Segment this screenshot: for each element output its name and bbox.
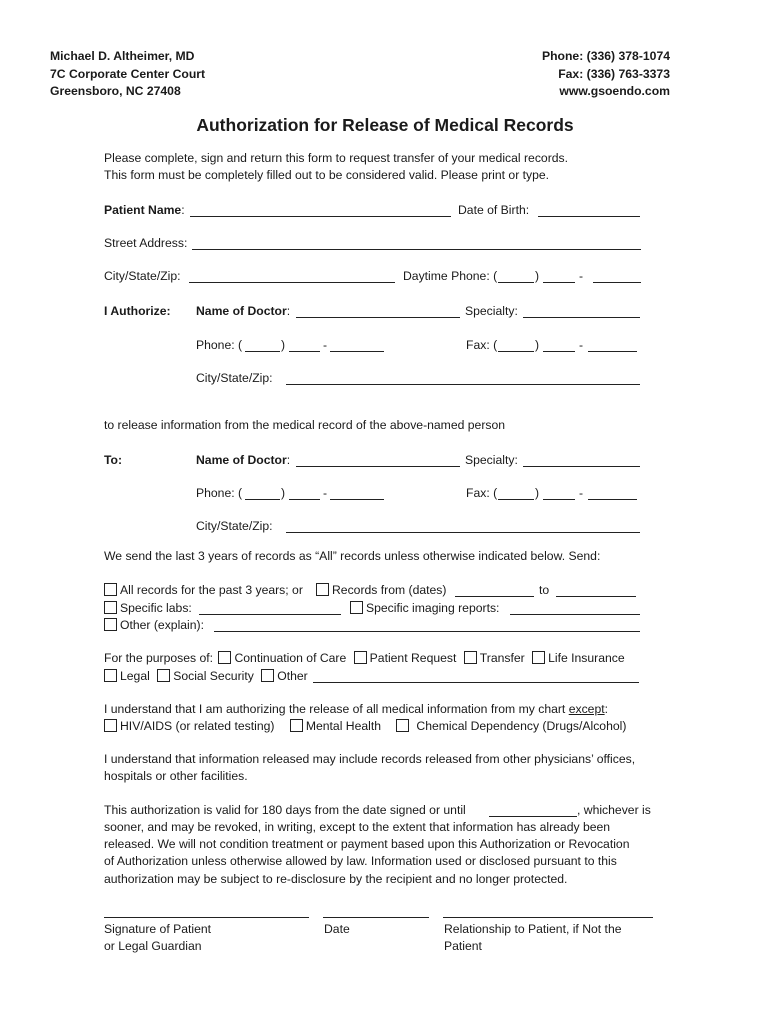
patient-name-label: Patient Name: <box>104 203 185 217</box>
continuation-label: Continuation of Care <box>234 651 347 665</box>
legal-checkbox[interactable] <box>104 669 117 682</box>
records-row-1 <box>104 583 303 597</box>
release-text: to release information from the medical record of the above-named person <box>104 418 506 432</box>
address-line-1: 7C Corporate Center Court <box>50 67 206 81</box>
auth-csz-label: City/State/Zip: <box>196 371 273 385</box>
signature-field[interactable] <box>104 917 309 918</box>
to-phone-area-field[interactable] <box>245 499 280 500</box>
intro-line-2: This form must be completely filled out to be considered valid. Please print or type. <box>104 168 550 182</box>
to-fax-paren: ) <box>535 486 540 500</box>
patient-name-field[interactable] <box>190 216 451 217</box>
validity-line-1-pre: This authorization is valid for 180 days from the date signed or until <box>104 803 466 817</box>
auth-fax-paren: ) <box>535 338 540 352</box>
to-specialty-label: Specialty: <box>465 453 518 467</box>
to-fax-prefix-field[interactable] <box>543 499 575 500</box>
other-physicians-line-2: hospitals or other facilities. <box>104 769 248 783</box>
patient-csz-label: City/State/Zip: <box>104 269 181 283</box>
daytime-phone-area-field[interactable] <box>498 282 534 283</box>
specific-labs-label: Specific labs: <box>120 601 192 615</box>
dob-label: Date of Birth: <box>458 203 530 217</box>
intro-line-1: Please complete, sign and return this form to request transfer of your medical records. <box>104 151 569 165</box>
transfer-label: Transfer <box>479 651 525 665</box>
other-purpose-field[interactable] <box>313 682 639 683</box>
records-from-checkbox[interactable] <box>316 583 329 596</box>
mental-health-checkbox[interactable] <box>290 719 303 732</box>
to-phone-line-field[interactable] <box>330 499 384 500</box>
to-doctor-label: Name of Doctor: <box>196 453 291 467</box>
auth-fax-dash: - <box>579 338 584 352</box>
legal-label: Legal <box>120 669 150 683</box>
all-records-checkbox[interactable] <box>104 583 117 596</box>
patient-request-checkbox[interactable] <box>354 651 367 664</box>
auth-fax-prefix-field[interactable] <box>543 351 575 352</box>
signature-label-1: Signature of Patient <box>104 922 212 936</box>
hiv-checkbox[interactable] <box>104 719 117 732</box>
other-explain-label: Other (explain): <box>120 618 204 632</box>
auth-doctor-label: Name of Doctor: <box>196 304 291 318</box>
exceptions-row <box>104 719 626 733</box>
all-records-label: All records for the past 3 years; or <box>120 583 303 597</box>
send-text: We send the last 3 years of records as “All” records unless otherwise indicated below. Send: <box>104 549 601 563</box>
validity-line-4: of Authorization unless otherwise allowed by law. Information used or disclosed pursuant to this <box>104 854 617 868</box>
phone-number: Phone: (336) 378-1074 <box>541 49 670 63</box>
specific-imaging-checkbox[interactable] <box>350 601 363 614</box>
social-security-label: Social Security <box>173 669 254 683</box>
auth-phone-paren: ) <box>281 338 286 352</box>
specific-labs-checkbox[interactable] <box>104 601 117 614</box>
patient-csz-field[interactable] <box>189 282 395 283</box>
specific-imaging-label: Specific imaging reports: <box>366 601 500 615</box>
doctor-name: Michael D. Altheimer, MD <box>50 49 195 63</box>
to-phone-dash: - <box>323 486 328 500</box>
valid-until-date-field[interactable] <box>489 816 577 817</box>
to-fax-area-field[interactable] <box>498 499 534 500</box>
relationship-label-2: Patient <box>444 939 482 953</box>
validity-line-1-post: , whichever is <box>577 803 651 817</box>
auth-fax-line-field[interactable] <box>588 351 637 352</box>
fax-number: Fax: (336) 763-3373 <box>558 67 670 81</box>
auth-fax-area-field[interactable] <box>498 351 534 352</box>
auth-phone-prefix-field[interactable] <box>289 351 320 352</box>
to-doctor-field[interactable] <box>296 466 460 467</box>
records-from-date-field[interactable] <box>455 596 534 597</box>
records-from-label: Records from (dates) <box>332 583 447 597</box>
other-explain-field[interactable] <box>214 631 640 632</box>
to-phone-paren: ) <box>281 486 286 500</box>
date-label: Date <box>324 922 350 936</box>
validity-line-5: authorization may be subject to re-disclosure by the recipient and no longer protected. <box>104 872 568 886</box>
other-purpose-checkbox[interactable] <box>261 669 274 682</box>
other-purpose-label: Other <box>277 669 308 683</box>
purposes-row-1 <box>104 651 625 665</box>
chemical-dependency-label: Chemical Dependency (Drugs/Alcohol) <box>416 719 627 733</box>
daytime-phone-line-field[interactable] <box>593 282 641 283</box>
to-specialty-field[interactable] <box>523 466 640 467</box>
records-to-label: to <box>539 583 550 597</box>
i-authorize-label: I Authorize: <box>104 304 171 318</box>
life-insurance-label: Life Insurance <box>548 651 625 665</box>
mental-health-label: Mental Health <box>305 719 382 733</box>
patient-request-label: Patient Request <box>369 651 457 665</box>
specific-imaging-field[interactable] <box>510 614 640 615</box>
validity-line-3: released. We will not condition treatment or payment based upon this Authorization or Revocation <box>104 837 630 851</box>
specific-labs-field[interactable] <box>199 614 341 615</box>
chemical-dependency-checkbox[interactable] <box>396 719 409 732</box>
records-from-group <box>316 583 446 597</box>
daytime-phone-prefix-field[interactable] <box>543 282 575 283</box>
to-fax-label: Fax: ( <box>466 486 498 500</box>
to-label: To: <box>104 453 123 467</box>
relationship-field[interactable] <box>443 917 653 918</box>
auth-doctor-field[interactable] <box>296 317 460 318</box>
auth-fax-label: Fax: ( <box>466 338 498 352</box>
auth-phone-area-field[interactable] <box>245 351 280 352</box>
social-security-checkbox[interactable] <box>157 669 170 682</box>
daytime-phone-paren: ) <box>535 269 540 283</box>
auth-phone-line-field[interactable] <box>330 351 384 352</box>
date-field[interactable] <box>323 917 429 918</box>
auth-specialty-field[interactable] <box>523 317 640 318</box>
auth-csz-field[interactable] <box>286 384 640 385</box>
to-csz-field[interactable] <box>286 532 640 533</box>
continuation-checkbox[interactable] <box>218 651 231 664</box>
to-phone-label: Phone: ( <box>196 486 243 500</box>
daytime-phone-dash: - <box>579 269 584 283</box>
life-insurance-checkbox[interactable] <box>532 651 545 664</box>
transfer-checkbox[interactable] <box>464 651 477 664</box>
auth-phone-dash: - <box>323 338 328 352</box>
page-title: Authorization for Release of Medical Records <box>196 115 574 135</box>
to-phone-prefix-field[interactable] <box>289 499 320 500</box>
to-fax-dash: - <box>579 486 584 500</box>
other-physicians-line-1: I understand that information released may include records released from other physicians’ offices, <box>104 752 636 766</box>
other-explain-checkbox[interactable] <box>104 618 117 631</box>
address-line-2: Greensboro, NC 27408 <box>50 84 181 98</box>
street-address-label: Street Address: <box>104 236 188 250</box>
relationship-label-1: Relationship to Patient, if Not the <box>444 922 622 936</box>
daytime-phone-label: Daytime Phone: ( <box>403 269 498 283</box>
dob-field[interactable] <box>538 216 640 217</box>
auth-phone-label: Phone: ( <box>196 338 243 352</box>
validity-line-2: sooner, and may be revoked, in writing, except to the extent that information has already been <box>104 820 611 834</box>
labs-group <box>104 601 192 615</box>
to-fax-line-field[interactable] <box>588 499 637 500</box>
purposes-row-2 <box>104 669 308 683</box>
to-csz-label: City/State/Zip: <box>196 519 273 533</box>
except-text: I understand that I am authorizing the release of all medical information from my chart except: <box>104 702 609 716</box>
hiv-label: HIV/AIDS (or related testing) <box>120 719 275 733</box>
purposes-label: For the purposes of: <box>104 651 214 665</box>
other-explain-group <box>104 618 204 632</box>
signature-label-2: or Legal Guardian <box>104 939 202 953</box>
auth-specialty-label: Specialty: <box>465 304 518 318</box>
imaging-group <box>350 601 499 615</box>
street-address-field[interactable] <box>192 249 641 250</box>
records-to-date-field[interactable] <box>556 596 636 597</box>
website: www.gsoendo.com <box>559 84 670 98</box>
